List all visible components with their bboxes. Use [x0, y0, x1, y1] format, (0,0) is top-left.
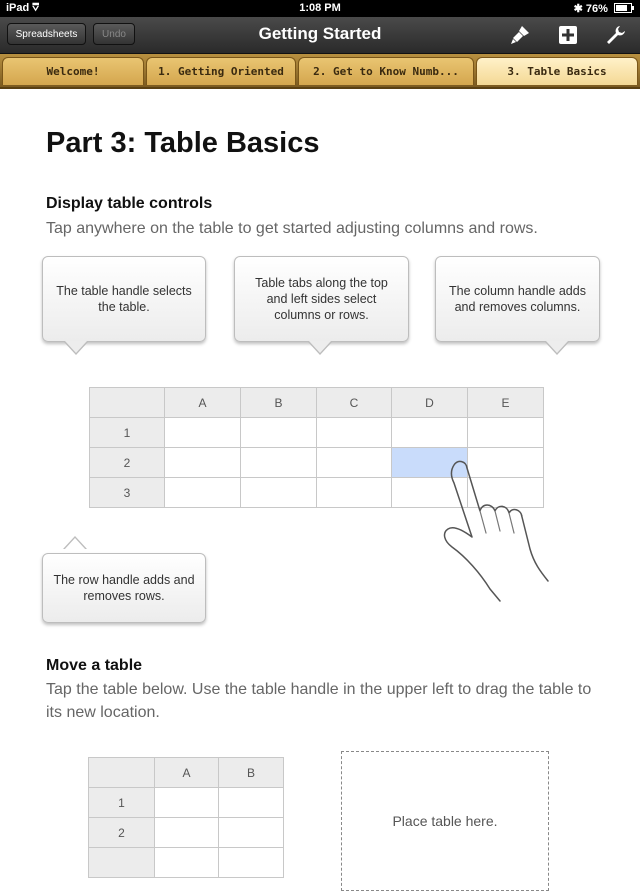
table-cell[interactable] — [241, 478, 317, 508]
row-tab-2[interactable]: 2 — [89, 818, 155, 848]
table-cell[interactable] — [165, 478, 241, 508]
row-tab-1[interactable]: 1 — [89, 788, 155, 818]
callout-table-tabs — [234, 256, 409, 342]
table-row — [89, 818, 284, 848]
column-header-row — [90, 388, 544, 418]
table-cell[interactable] — [241, 448, 317, 478]
table-cell[interactable] — [219, 788, 284, 818]
table-corner[interactable] — [90, 388, 165, 418]
column-tab-a[interactable]: A — [155, 758, 219, 788]
document-title: Getting Started — [258, 24, 382, 43]
table-cell[interactable] — [317, 418, 392, 448]
column-tab-e[interactable]: E — [468, 388, 544, 418]
battery-status — [574, 2, 632, 15]
table-cell[interactable] — [468, 418, 544, 448]
bluetooth-icon: ✱ — [573, 3, 583, 15]
table-cell[interactable] — [165, 448, 241, 478]
table-cell[interactable] — [155, 788, 219, 818]
row-tab-3[interactable]: 3 — [90, 478, 165, 508]
table-cell[interactable] — [219, 848, 284, 878]
callout-text: The table handle selects the table. — [56, 284, 192, 314]
section-heading-display-controls: Display table controls — [46, 195, 213, 212]
device-name: iPad — [6, 2, 30, 14]
column-header-row — [89, 758, 284, 788]
battery-icon — [614, 3, 632, 13]
spreadsheets-button[interactable]: Spreadsheets — [7, 23, 86, 45]
toolbar — [0, 17, 640, 54]
wifi-icon: ⩢ — [32, 2, 39, 14]
section-heading-move-table: Move a table — [46, 657, 143, 674]
column-tab-a[interactable]: A — [165, 388, 241, 418]
movable-table[interactable] — [88, 757, 284, 878]
table-cell[interactable] — [241, 418, 317, 448]
row-tab-3[interactable] — [89, 848, 155, 878]
callout-text: Table tabs along the top and left sides select columns or rows. — [255, 276, 388, 322]
page-title: Part 3: Table Basics — [46, 127, 320, 159]
row-tab-2[interactable]: 2 — [90, 448, 165, 478]
status-bar — [0, 0, 640, 17]
table-cell[interactable] — [155, 818, 219, 848]
table-cell[interactable] — [392, 418, 468, 448]
clock: 1:08 PM — [299, 2, 341, 14]
table-cell[interactable] — [317, 478, 392, 508]
column-tab-d[interactable]: D — [392, 388, 468, 418]
table-cell[interactable] — [317, 448, 392, 478]
table-cell[interactable] — [155, 848, 219, 878]
column-tab-b[interactable]: B — [219, 758, 284, 788]
table-row — [89, 788, 284, 818]
callout-table-handle — [42, 256, 206, 342]
callout-pointer — [65, 341, 87, 353]
callout-row-handle — [42, 553, 206, 623]
tapping-hand-icon — [440, 459, 552, 605]
table-row — [90, 418, 544, 448]
add-icon[interactable] — [556, 23, 580, 47]
table-drop-zone[interactable] — [341, 751, 549, 891]
callout-pointer — [64, 538, 86, 550]
callout-pointer — [309, 341, 331, 353]
drop-zone-label: Place table here. — [392, 813, 498, 829]
column-tab-c[interactable]: C — [317, 388, 392, 418]
callout-text: The row handle adds and removes rows. — [53, 573, 195, 603]
table-handle[interactable] — [89, 758, 155, 788]
tab-getting-oriented[interactable]: 1. Getting Oriented — [146, 57, 296, 85]
callout-column-handle — [435, 256, 600, 342]
section-text-display-controls: Tap anywhere on the table to get started adjusting columns and rows. — [46, 220, 538, 237]
paintbrush-icon[interactable] — [508, 23, 532, 47]
row-tab-1[interactable]: 1 — [90, 418, 165, 448]
sheet-tabs — [0, 54, 640, 89]
tab-get-to-know-numbers[interactable]: 2. Get to Know Numb... — [298, 57, 474, 85]
column-tab-b[interactable]: B — [241, 388, 317, 418]
battery-percent: 76% — [585, 3, 608, 15]
table-row — [89, 848, 284, 878]
table-cell[interactable] — [219, 818, 284, 848]
table-cell[interactable] — [165, 418, 241, 448]
tab-welcome[interactable]: Welcome! — [2, 57, 144, 85]
undo-button[interactable]: Undo — [93, 23, 135, 45]
callout-text: The column handle adds and removes columns. — [449, 284, 586, 314]
wrench-icon[interactable] — [604, 23, 628, 47]
tab-table-basics[interactable]: 3. Table Basics — [476, 57, 638, 85]
callout-pointer — [546, 341, 568, 353]
section-text-move-table: Tap the table below. Use the table handle in the upper left to drag the table to its new location. — [46, 681, 592, 721]
